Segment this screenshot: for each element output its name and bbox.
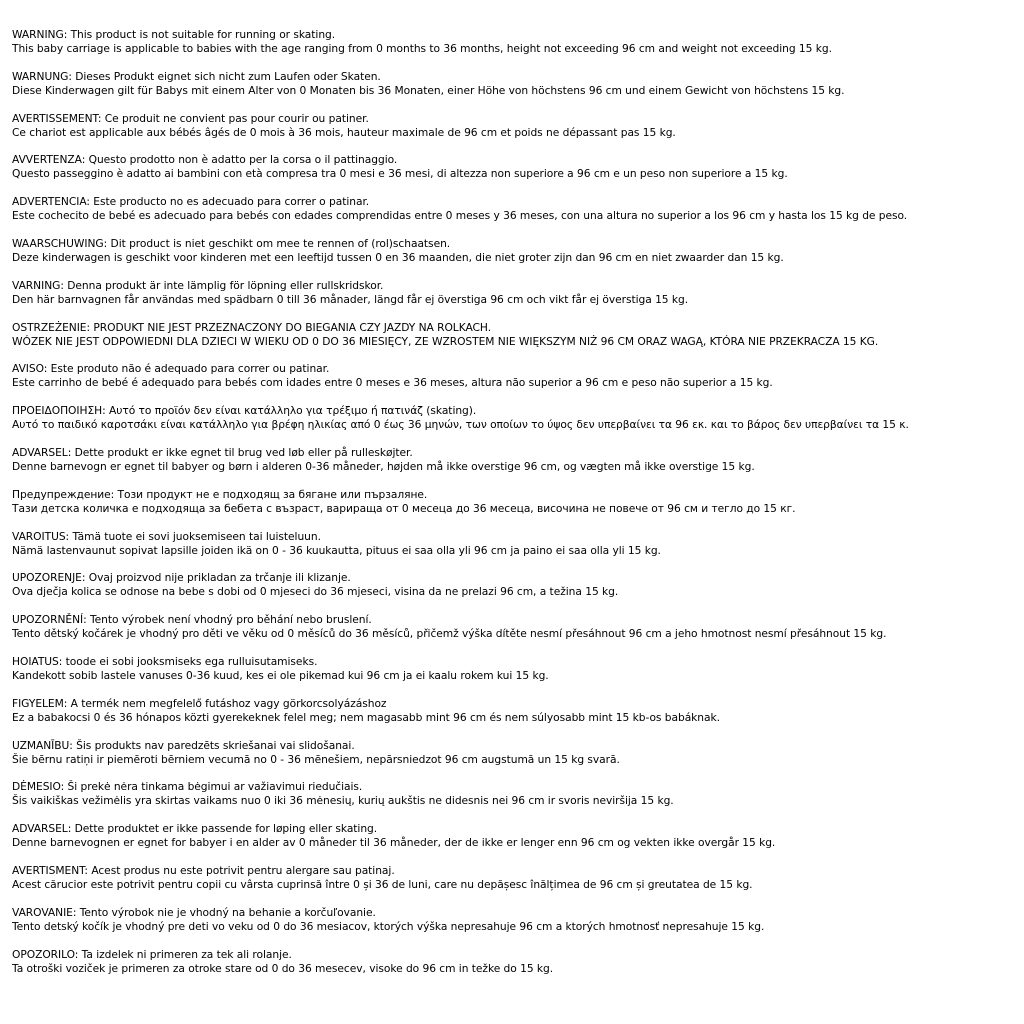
warning-block-et: [12, 655, 1024, 697]
warning-block-es: [12, 195, 1024, 237]
warning-block-el: [12, 404, 1024, 446]
warning-block-no: [12, 822, 1024, 864]
warning-heading: DĖMESIO: Ši prekė nėra tinkama bėgimui ar važiavimui riedučiais.: [12, 780, 363, 794]
warning-body: Deze kinderwagen is geschikt voor kinderen met een leeftijd tussen 0 en 36 maanden, die niet groter zijn dan 96 cm en niet zwaarder dan 15 kg.: [12, 250, 784, 264]
warning-block-cs: [12, 613, 1024, 655]
warning-body: Este cochecito de bebé es adecuado para bebés con edades comprendidas entre 0 meses y 36 meses, con una altura no superior a los 96 cm y hasta los 15 kg de peso.: [12, 209, 908, 223]
warning-block-lt: [12, 780, 1024, 822]
warning-heading: VARNING: Denna produkt är inte lämplig för löpning eller rullskridskor.: [12, 278, 384, 292]
warning-body: Ta otroški voziček je primeren za otroke stare od 0 do 36 mesecev, visoke do 96 cm in težke do 15 kg.: [12, 961, 554, 975]
warning-block-bg: [12, 488, 1024, 530]
warning-heading: WARNING: This product is not suitable for running or skating.: [12, 28, 336, 41]
warning-body: Questo passeggino è adatto ai bambini con età compresa tra 0 mesi e 36 mesi, di altezza non superiore a 96 cm e un peso non superiore a 15 kg.: [12, 167, 788, 181]
warning-body: Tento dětský kočárek je vhodný pro děti ve věku od 0 měsíců do 36 měsíců, přičemž výška dítěte nesmí přesáhnout 96 cm a jeho hmotnost nesmí přesáhnout 15 kg.: [12, 627, 887, 641]
warning-body: Denne barnevognen er egnet for babyer i en alder av 0 måneder til 36 måneder, der de ikke er lenger enn 96 cm og vekten ikke overgår 15 kg.: [12, 836, 776, 850]
warning-body: Šis vaikiškas vežimėlis yra skirtas vaikams nuo 0 iki 36 mėnesių, kurių aukštis ne didesnis nei 96 cm ir svoris neviršija 15 kg.: [12, 794, 674, 808]
warning-heading: AVISO: Este produto não é adequado para correr ou patinar.: [12, 362, 330, 376]
warning-block-en: [12, 28, 1024, 70]
warning-heading: ADVERTENCIA: Este producto no es adecuado para correr o patinar.: [12, 195, 370, 209]
warning-body: Αυτό το παιδικό καροτσάκι είναι κατάλληλο για βρέφη ηλικίας από 0 έως 36 μηνών, των οποίων το ύψος δεν υπερβαίνει τα 96 εκ. και το βάρος δεν υπερβαίνει τα 15 κ.: [12, 418, 909, 432]
warning-body: Ova dječja kolica se odnose na bebe s dobi od 0 mjeseci do 36 mjeseci, visina da ne prelazi 96 cm, a težina 15 kg.: [12, 585, 619, 599]
warning-body: This baby carriage is applicable to babies with the age ranging from 0 months to 36 months, height not exceeding 96 cm and weight not exceeding 15 kg.: [12, 42, 832, 55]
warning-block-nl: [12, 237, 1024, 279]
warning-block-hu: [12, 697, 1024, 739]
warning-block-da: [12, 446, 1024, 488]
warning-heading: ADVARSEL: Dette produktet er ikke passende for løping eller skating.: [12, 822, 378, 836]
warning-heading: OSTRZEŻENIE: PRODUKT NIE JEST PRZEZNACZONY DO BIEGANIA CZY JAZDY NA ROLKACH.: [12, 320, 492, 334]
warning-body: Ce chariot est applicable aux bébés âgés de 0 mois à 36 mois, hauteur maximale de 96 cm et poids ne dépassant pas 15 kg.: [12, 125, 676, 139]
warning-body: Тази детска количка е подходяща за бебета с възраст, варираща от 0 месеца до 36 месеца, височина не повече от 96 см и тегло до 15 кг.: [12, 501, 796, 515]
warning-heading: UZMANĪBU: Šis produkts nav paredzēts skriešanai vai slidošanai.: [12, 738, 355, 752]
warning-block-ro: [12, 864, 1024, 906]
warning-heading: UPOZORNĚNÍ: Tento výrobek není vhodný pro běhání nebo bruslení.: [12, 613, 372, 627]
warning-block-lv: [12, 739, 1024, 781]
warning-document: [12, 28, 1024, 989]
warning-body: Diese Kinderwagen gilt für Babys mit einem Alter von 0 Monaten bis 36 Monaten, einer Höhe von höchstens 96 cm und einem Gewicht von höchstens 15 kg.: [12, 83, 845, 97]
warning-block-it: [12, 153, 1024, 195]
warning-body: Denne barnevogn er egnet til babyer og børn i alderen 0-36 måneder, højden må ikke overstige 96 cm, og vægten må ikke overstige 15 kg.: [12, 459, 755, 473]
warning-block-sk: [12, 906, 1024, 948]
warning-body: Den här barnvagnen får användas med spädbarn 0 till 36 månader, längd får ej överstiga 96 cm och vikt får ej överstiga 15 kg.: [12, 292, 689, 306]
warning-heading: OPOZORILO: Ta izdelek ni primeren za tek ali rolanje.: [12, 947, 292, 961]
warning-body: WÓZEK NIE JEST ODPOWIEDNI DLA DZIECI W WIEKU OD 0 DO 36 MIESIĘCY, ZE WZROSTEM NIE WIĘKSZYM NIŻ 96 CM ORAZ WAGĄ, KTÓRA NIE PRZEKRACZA 15 KG.: [12, 334, 879, 348]
warning-heading: ADVARSEL: Dette produkt er ikke egnet til brug ved løb eller på rulleskøjter.: [12, 445, 413, 459]
warning-heading: AVERTISMENT: Acest produs nu este potrivit pentru alergare sau patinaj.: [12, 863, 395, 877]
warning-block-pl: [12, 321, 1024, 363]
warning-heading: VAROVANIE: Tento výrobok nie je vhodný na behanie a korčuľovanie.: [12, 905, 376, 919]
warning-heading: UPOZORENJE: Ovaj proizvod nije prikladan za trčanje ili klizanje.: [12, 571, 351, 585]
warning-body: Este carrinho de bebé é adequado para bebés com idades entre 0 meses e 36 meses, altura não superior a 96 cm e peso não superior a 15 kg.: [12, 376, 773, 390]
warning-body: Šie bērnu ratiņi ir piemēroti bērniem vecumā no 0 - 36 mēnešiem, nepārsniedzot 96 cm augstumā un 15 kg svarā.: [12, 752, 620, 766]
warning-body: Kandekott sobib lastele vanuses 0-36 kuud, kes ei ole pikemad kui 96 cm ja ei kaalu rokem kui 15 kg.: [12, 668, 549, 682]
warning-body: Acest cărucior este potrivit pentru copii cu vârsta cuprinsă între 0 și 36 de luni, care nu depășesc înălțimea de 96 cm și greutatea de 15 kg.: [12, 877, 753, 891]
warning-heading: FIGYELEM: A termék nem megfelelő futáshoz vagy görkorcsolyázáshoz: [12, 696, 387, 710]
warning-block-pt: [12, 362, 1024, 404]
warning-heading: VAROITUS: Tämä tuote ei sovi juoksemiseen tai luisteluun.: [12, 529, 321, 543]
warning-block-hr: [12, 571, 1024, 613]
warning-body: Ez a babakocsi 0 és 36 hónapos közti gyerekeknek felel meg; nem magasabb mint 96 cm és nem súlyosabb mint 15 kb-os babáknak.: [12, 710, 720, 724]
warning-body: Nämä lastenvaunut sopivat lapsille joiden ikä on 0 - 36 kuukautta, pituus ei saa olla yli 96 cm ja paino ei saa olla yli 15 kg.: [12, 543, 661, 557]
warning-heading: WAARSCHUWING: Dit product is niet geschikt om mee te rennen of (rol)schaatsen.: [12, 236, 451, 250]
warning-heading: AVERTISSEMENT: Ce produit ne convient pas pour courir ou patiner.: [12, 111, 369, 125]
warning-block-fr: [12, 112, 1024, 154]
warning-heading: Предупреждение: Този продукт не е подходящ за бягане или пързаляне.: [12, 487, 428, 501]
warning-block-fi: [12, 530, 1024, 572]
warning-block-sl: [12, 948, 1024, 990]
warning-heading: ΠΡΟΕΙΔΟΠΟΙΗΣΗ: Αυτό το προϊόν δεν είναι κατάλληλο για τρέξιμο ή πατινάζ (skating).: [12, 404, 477, 418]
warning-block-de: [12, 70, 1024, 112]
warning-heading: HOIATUS: toode ei sobi jooksmiseks ega rulluisutamiseks.: [12, 654, 318, 668]
warning-heading: WARNUNG: Dieses Produkt eignet sich nicht zum Laufen oder Skaten.: [12, 69, 381, 83]
warning-body: Tento detský kočík je vhodný pre deti vo veku od 0 do 36 mesiacov, ktorých výška nepresahuje 96 cm a ktorých hmotnosť nepresahuje 15 kg.: [12, 919, 765, 933]
warning-block-sv: [12, 279, 1024, 321]
warning-heading: AVVERTENZA: Questo prodotto non è adatto per la corsa o il pattinaggio.: [12, 153, 398, 167]
